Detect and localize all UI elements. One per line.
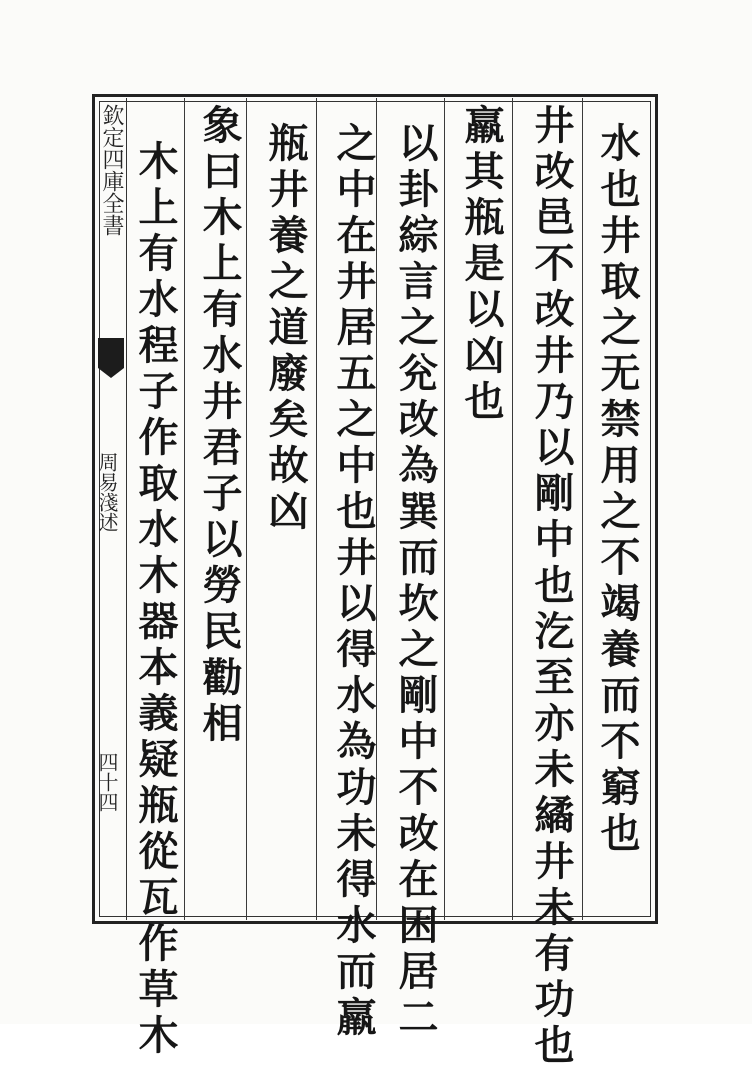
column-rule [246, 98, 247, 920]
text-column-1: 水也井取之无禁用之不竭養而不窮也 [594, 122, 641, 858]
text-column-2: 井改邑不改井乃以剛中也汔至亦未繘井未有功也 [528, 104, 575, 1070]
fishtail-mark [98, 338, 124, 368]
margin-top-text: 欽定四庫全書 [99, 104, 124, 236]
page-number: 四十四 [95, 752, 119, 812]
text-column-8: 木上有水程子作取水木器本義疑瓶從瓦作草木 [132, 140, 179, 1060]
text-column-4: 以卦綜言之兊改為巽而坎之剛中不改在困居二 [392, 122, 439, 1042]
text-column-6: 瓶井養之道廢矣故凶 [262, 122, 309, 536]
column-rule [316, 98, 317, 920]
text-column-5: 之中在井居五之中也井以得水為功未得水而羸 [330, 122, 377, 1042]
book-title: 周易淺述 [95, 452, 119, 532]
column-rule [444, 98, 445, 920]
text-column-3: 羸其瓶是以凶也 [458, 104, 505, 426]
column-rule [582, 98, 583, 920]
column-rule [184, 98, 185, 920]
column-rule [512, 98, 513, 920]
text-column-7: 象曰木上有水井君子以勞民勸相 [196, 104, 243, 748]
